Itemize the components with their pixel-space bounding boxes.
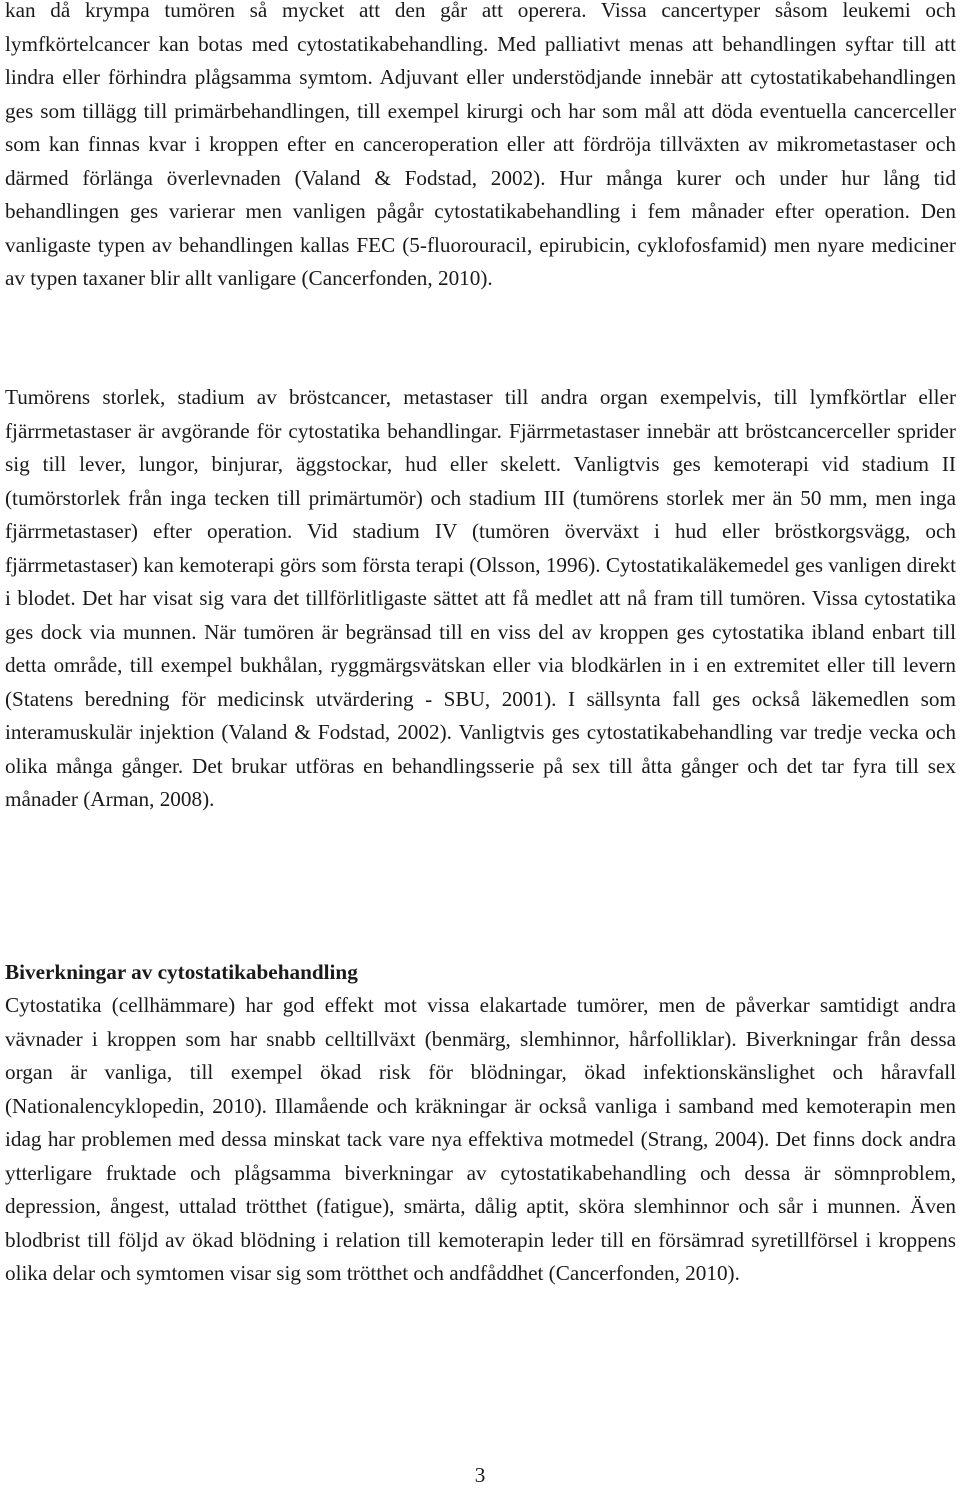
body-paragraph-side-effects: Cytostatika (cellhämmare) har god effekt mot vissa elakartade tumörer, men de påverkar samtidigt andra vävnader i kroppen som har snabb celltillväxt (benmärg, slemhinnor, hårfolliklar). Biverkningar från dessa organ är vanliga, till exempel ökad risk för blödningar, ökad infektionskänslighet och håravfall (Nationalencyklopedin, 2010). Illamående och kräkningar är också vanliga i samband med kemoterapin men idag har problemen med dessa minskat tack vare nya effektiva motmedel (Strang, 2004). Det finns dock andra ytterligare fruktade och plågsamma biverkningar av cytostatikabehandling och dessa är sömnproblem, depression, ångest, uttalad trötthet (fatigue), smärta, dålig aptit, sköra slemhinnor och sår i munnen. Även blodbrist till följd av ökad blödning i relation till kemoterapin leder till en försämrad syretillförsel i kroppens olika delar och symtomen visar sig som trötthet och andfåddhet (Cancerfonden, 2010). [5,993,956,1285]
section-heading: Biverkningar av cytostatikabehandling [5,960,358,984]
page-number: 3 [474,1463,486,1487]
body-paragraph-tumor-staging: Tumörens storlek, stadium av bröstcancer, metastaser till andra organ exempelvis, till lymfkörtlar eller fjärrmetastaser är avgörande för cytostatika behandlingar. Fjärrmetastaser innebär att bröstcancerceller sprider sig till lever, lungor, binjurar, äggstockar, hud eller skelett. Vanligtvis ges kemoterapi vid stadium II (tumörstorlek från inga tecken till primärtumör) och stadium III (tumörens storlek mer än 50 mm, men inga fjärrmetastaser) efter operation. Vid stadium IV (tumören överväxt i hud eller bröstkorgsvägg, och fjärrmetastaser) kan kemoterapi görs som första terapi (Olsson, 1996). Cytostatikaläkemedel ges vanligen direkt i blodet. Det har visat sig vara det tillförlitligaste sättet att få medlet att nå fram till tumören. Vissa cytostatika ges dock via munnen. När tumören är begränsad till en viss del av kroppen ges cytostatika ibland enbart till detta område, till exempel bukhålan, ryggmärgsvätskan eller via blodkärlen in i en extremitet eller till levern (Statens beredning för medicinsk utvärdering - SBU, 2001). I sällsynta fall ges också läkemedlen som interamuskulär injektion (Valand & Fodstad, 2002). Vanligtvis ges cytostatikabehandling var tredje vecka och olika många gånger. Det brukar utföras en behandlingsserie på sex till åtta gånger och det tar fyra till sex månader (Arman, 2008). [5,385,956,811]
body-paragraph-treatment-types: kan då krympa tumören så mycket att den går att operera. Vissa cancertyper såsom leukemi och lymfkörtelcancer kan botas med cytostatikabehandling. Med palliativt menas att behandlingen syftar till att lindra eller förhindra plågsamma symtom. Adjuvant eller understödjande innebär att cytostatikabehandlingen ges som tillägg till primärbehandlingen, till exempel kirurgi och har som mål att döda eventuella cancerceller som kan finnas kvar i kroppen efter en canceroperation eller att fördröja tillväxten av mikrometastaser och därmed förlänga överlevnaden (Valand & Fodstad, 2002). Hur många kurer och under hur lång tid behandlingen ges varierar men vanligen pågår cytostatikabehandling i fem månader efter operation. Den vanligaste typen av behandlingen kallas FEC (5-fluorouracil, epirubicin, cyklofosfamid) men nyare mediciner av typen taxaner blir allt vanligare (Cancerfonden, 2010). [5,0,956,290]
